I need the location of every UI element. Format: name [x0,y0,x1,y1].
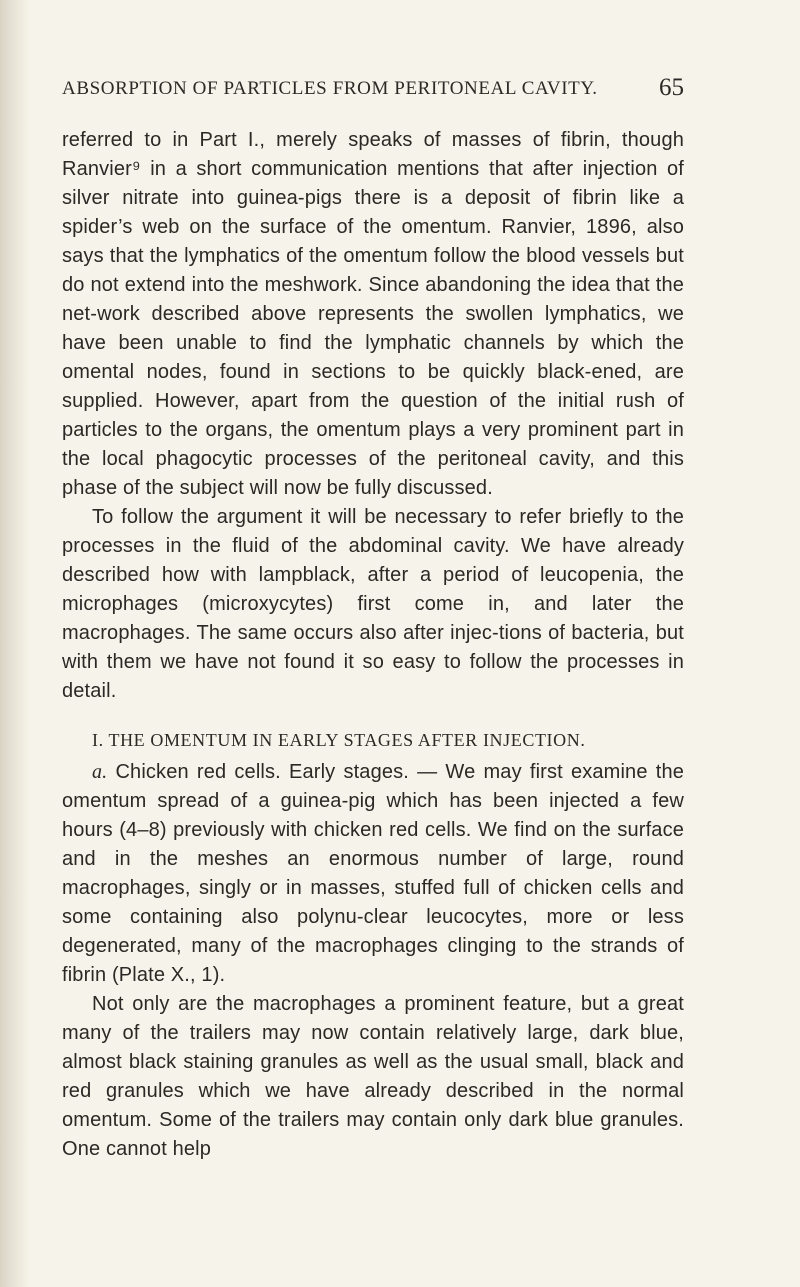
body-text [62,126,684,1164]
run-in-letter: a. [92,761,108,783]
section-heading: I. THE OMENTUM IN EARLY STAGES AFTER INJECTION. [92,730,586,750]
running-title: ABSORPTION OF PARTICLES FROM PERITONEAL CAVITY. [62,78,598,99]
running-head [62,74,684,108]
paragraph-continued: referred to in Part I., merely speaks of masses of fibrin, though Ranvier⁹ in a short communication mentions that after injection of silver nitrate into guinea-pigs there is a deposit of fibrin like a spider’s web on the surface of the omentum. Ranvier, 1896, also says that the lymphatics of the omentum follow the blood vessels but do not extend into the meshwork. Since abandoning the idea that the net-work described above represents the swollen lymphatics, we have been unable to find the lymphatic channels by which the omental nodes, found in sections to be quickly black-ened, are supplied. However, apart from the question of the initial rush of particles to the organs, the omentum plays a very prominent part in the local phagocytic processes of the peritoneal cavity, and this phase of the subject will now be fully discussed. [62,129,684,499]
page-number: 65 [659,74,684,101]
paragraph-chicken-red-cells [62,758,684,990]
paragraph-argument: To follow the argument it will be necessary to refer briefly to the processes in the fluid of the abdominal cavity. We have already described how with lampblack, after a period of leucopenia, the microphages (microxycytes) first come in, and later the macrophages. The same occurs also after injec-tions of bacteria, but with them we have not found it so easy to follow the processes in detail. [62,506,684,702]
paragraph-chicken-red-cells-text: Chicken red cells. Early stages. — We may first examine the omentum spread of a guinea-pig which has been injected a few hours (4–8) previously with chicken red cells. We find on the surface and in the meshes an enormous number of large, round macrophages, singly or in masses, stuffed full of chicken cells and some containing also polynu-clear leucocytes, more or less degenerated, many of the macrophages clinging to the strands of fibrin (Plate X., 1). [62,761,684,986]
paragraph-macrophages: Not only are the macrophages a prominent feature, but a great many of the trailers may now contain relatively large, dark blue, almost black staining granules as well as the usual small, black and red granules which we have already described in the normal omentum. Some of the trailers may contain only dark blue granules. One cannot help [62,993,684,1160]
